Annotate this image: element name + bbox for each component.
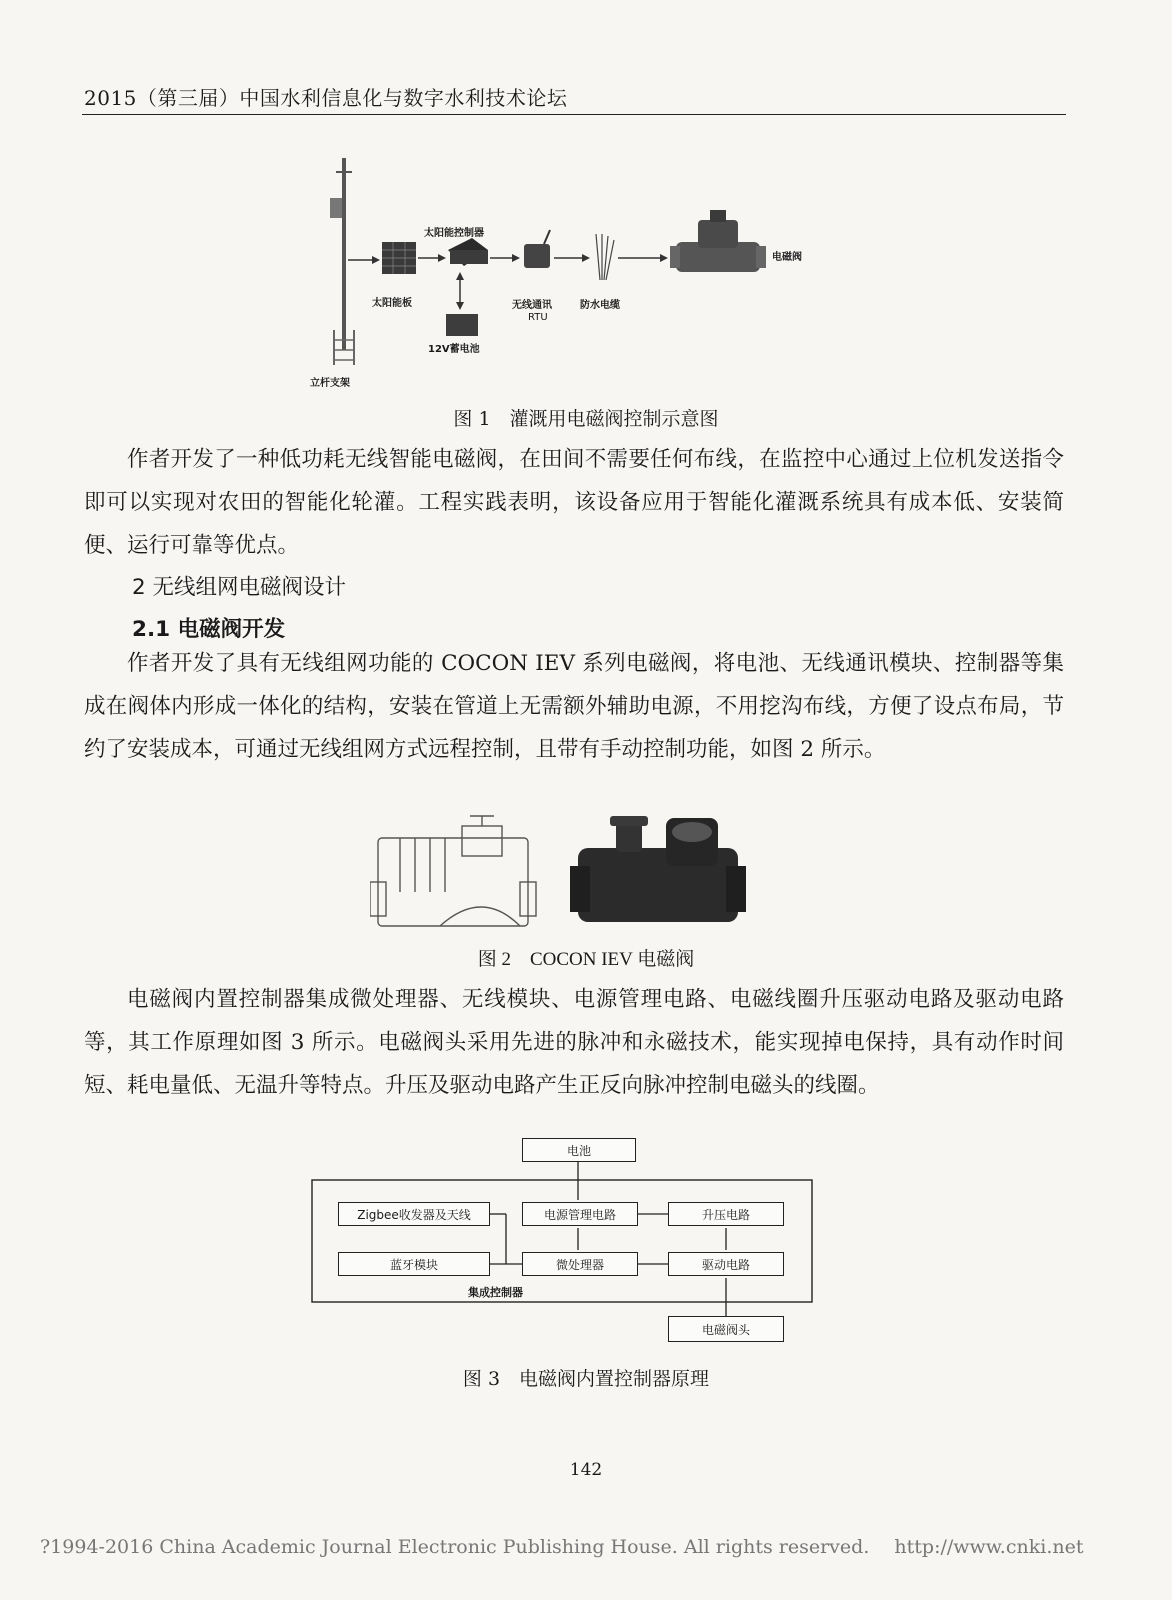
running-header: 2015（第三届）中国水利信息化与数字水利技术论坛 [84,86,568,110]
label-solar-controller: 太阳能控制器 [424,228,484,239]
box-power-management: 电源管理电路 [522,1202,638,1226]
box-valve-head: 电磁阀头 [668,1316,784,1342]
pole-box [330,198,342,218]
figure-3-caption: 图 3 电磁阀内置控制器原理 [462,1368,710,1390]
label-integrated-controller: 集成控制器 [468,1286,523,1299]
section-2-1-heading: 2.1 电磁阀开发 [132,617,286,642]
box-microprocessor: 微处理器 [522,1252,638,1276]
label-valve: 电磁阀 [772,252,802,263]
label-solar-panel: 太阳能板 [372,298,412,309]
label-wireless: 无线通讯 [512,300,552,311]
figure-1-diagram [300,150,860,390]
header-rule [82,114,1066,115]
copyright-footer: ?1994-2016 China Academic Journal Electronic Publishing House. All rights reserved. http://www.cnki.net [40,1536,1084,1558]
figure-1 [300,150,860,390]
box-zigbee: Zigbee收发器及天线 [338,1202,490,1226]
box-bluetooth: 蓝牙模块 [338,1252,490,1276]
box-driver-circuit: 驱动电路 [668,1252,784,1276]
paragraph-2: 作者开发了具有无线组网功能的 COCON IEV 系列电磁阀，将电池、无线通讯模块、控制器等集成在阀体内形成一体化的结构，安装在管道上无需额外辅助电源，不用挖沟布线，方便了设点布局，节约了安装成本，可通过无线组网方式远程控制，且带有手动控制功能，如图 2 所示。 [84,651,1064,762]
label-cable: 防水电缆 [580,300,620,311]
valve-line-drawing [370,816,536,926]
label-rtu: RTU [528,312,548,323]
battery-shape [446,314,478,336]
cable-shape [596,234,614,280]
rtu-shape [524,230,550,268]
paragraph-3: 电磁阀内置控制器集成微处理器、无线模块、电源管理电路、电磁线圈升压驱动电路及驱动电路等，其工作原理如图 3 所示。电磁阀头采用先进的脉冲和永磁技术，能实现掉电保持，具有动作时间短、耗电量低、无温升等特点。升压及驱动电路产生正反向脉冲控制电磁头的线圈。 [84,987,1064,1098]
solar-panel-shape [382,242,416,274]
figure-2 [370,808,750,936]
page-number: 142 [569,1460,603,1480]
paragraph-1: 作者开发了一种低功耗无线智能电磁阀，在田间不需要任何布线，在监控中心通过上位机发送指令即可以实现对农田的智能化轮灌。工程实践表明，该设备应用于智能化灌溉系统具有成本低、安装简便、运行可靠等优点。 [84,447,1064,558]
label-battery: 12V蓄电池 [428,344,480,355]
box-boost-circuit: 升压电路 [668,1202,784,1226]
figure-1-caption: 图 1 灌溉用电磁阀控制示意图 [453,408,719,430]
box-battery: 电池 [522,1138,636,1162]
solar-controller-shape [448,238,488,266]
valve-shape [670,210,766,272]
section-2-heading: 2 无线组网电磁阀设计 [132,575,347,600]
figure-2-caption: 图 2 COCON IEV 电磁阀 [477,949,695,970]
figure-2-image [370,808,750,936]
label-pole: 立杆支架 [310,378,350,389]
valve-photo [570,816,746,922]
figure-3 [310,1136,830,1356]
